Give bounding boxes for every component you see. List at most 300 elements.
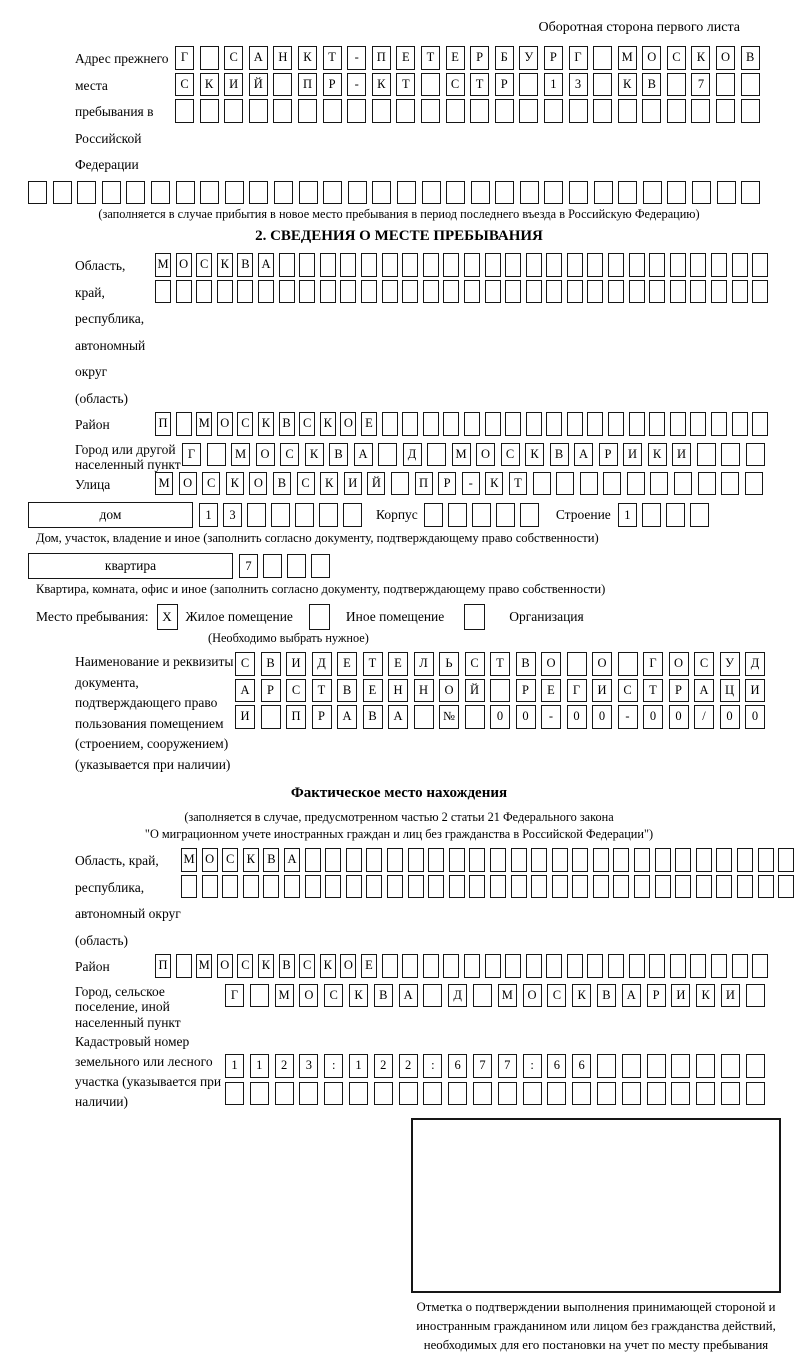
char-cell[interactable]: [696, 875, 712, 899]
char-cell[interactable]: [382, 412, 398, 436]
char-cell[interactable]: В: [273, 472, 291, 496]
char-cell[interactable]: [732, 954, 748, 978]
char-cell[interactable]: [546, 412, 562, 436]
char-cell[interactable]: [176, 181, 195, 205]
char-cell[interactable]: [603, 472, 621, 496]
char-cell[interactable]: [469, 848, 485, 872]
char-cell[interactable]: -: [618, 705, 638, 729]
char-cell[interactable]: К: [320, 472, 338, 496]
char-cell[interactable]: [77, 181, 96, 205]
stay-option-checkbox-residential[interactable]: X: [157, 604, 178, 630]
char-cell[interactable]: [650, 472, 668, 496]
char-cell[interactable]: [247, 503, 266, 527]
char-cell[interactable]: Г: [225, 984, 244, 1008]
char-cell[interactable]: -: [541, 705, 561, 729]
char-cell[interactable]: [741, 73, 760, 97]
char-cell[interactable]: [361, 280, 377, 304]
char-cell[interactable]: Т: [470, 73, 489, 97]
char-cell[interactable]: С: [237, 954, 253, 978]
char-cell[interactable]: [572, 848, 588, 872]
char-cell[interactable]: В: [279, 412, 295, 436]
char-cell[interactable]: С: [618, 679, 638, 703]
char-cell[interactable]: А: [354, 443, 373, 467]
char-cell[interactable]: [464, 280, 480, 304]
char-cell[interactable]: С: [667, 46, 686, 70]
char-cell[interactable]: [690, 253, 706, 277]
char-cell[interactable]: №: [439, 705, 459, 729]
char-cell[interactable]: [531, 848, 547, 872]
char-cell[interactable]: К: [243, 848, 259, 872]
char-cell[interactable]: [567, 412, 583, 436]
char-cell[interactable]: С: [222, 848, 238, 872]
char-cell[interactable]: 0: [490, 705, 510, 729]
char-cell[interactable]: [181, 875, 197, 899]
char-cell[interactable]: [523, 1082, 542, 1106]
char-cell[interactable]: К: [691, 46, 710, 70]
char-cell[interactable]: [469, 875, 485, 899]
char-cell[interactable]: [671, 1082, 690, 1106]
char-cell[interactable]: -: [462, 472, 480, 496]
char-cell[interactable]: [311, 554, 330, 578]
char-cell[interactable]: [716, 73, 735, 97]
char-cell[interactable]: [299, 1082, 318, 1106]
char-cell[interactable]: [511, 875, 527, 899]
char-cell[interactable]: А: [258, 253, 274, 277]
char-cell[interactable]: [284, 875, 300, 899]
char-cell[interactable]: Г: [643, 652, 663, 676]
char-cell[interactable]: [613, 848, 629, 872]
char-cell[interactable]: [752, 954, 768, 978]
char-cell[interactable]: :: [324, 1054, 343, 1078]
char-cell[interactable]: [423, 954, 439, 978]
char-cell[interactable]: [250, 1082, 269, 1106]
char-cell[interactable]: [408, 875, 424, 899]
char-cell[interactable]: [778, 848, 794, 872]
char-cell[interactable]: К: [696, 984, 715, 1008]
char-cell[interactable]: К: [525, 443, 544, 467]
char-cell[interactable]: О: [202, 848, 218, 872]
char-cell[interactable]: [263, 875, 279, 899]
char-cell[interactable]: Е: [337, 652, 357, 676]
char-cell[interactable]: [391, 472, 409, 496]
char-cell[interactable]: [485, 280, 501, 304]
char-cell[interactable]: Г: [175, 46, 194, 70]
char-cell[interactable]: [593, 46, 612, 70]
char-cell[interactable]: [716, 848, 732, 872]
char-cell[interactable]: А: [337, 705, 357, 729]
char-cell[interactable]: [716, 875, 732, 899]
char-cell[interactable]: [533, 472, 551, 496]
char-cell[interactable]: 0: [669, 705, 689, 729]
char-cell[interactable]: 0: [745, 705, 765, 729]
char-cell[interactable]: [716, 99, 735, 123]
char-cell[interactable]: В: [642, 73, 661, 97]
char-cell[interactable]: 6: [448, 1054, 467, 1078]
char-cell[interactable]: В: [329, 443, 348, 467]
char-cell[interactable]: [343, 503, 362, 527]
char-cell[interactable]: Г: [567, 679, 587, 703]
char-cell[interactable]: [544, 99, 563, 123]
char-cell[interactable]: [587, 253, 603, 277]
char-cell[interactable]: [567, 253, 583, 277]
char-cell[interactable]: [295, 503, 314, 527]
char-cell[interactable]: С: [324, 984, 343, 1008]
char-cell[interactable]: О: [249, 472, 267, 496]
char-cell[interactable]: [464, 954, 480, 978]
char-cell[interactable]: [737, 875, 753, 899]
char-cell[interactable]: К: [320, 954, 336, 978]
char-cell[interactable]: [671, 1054, 690, 1078]
char-cell[interactable]: [732, 412, 748, 436]
char-cell[interactable]: [649, 280, 665, 304]
char-cell[interactable]: Т: [323, 46, 342, 70]
char-cell[interactable]: [642, 99, 661, 123]
char-cell[interactable]: [443, 412, 459, 436]
char-cell[interactable]: В: [337, 679, 357, 703]
char-cell[interactable]: [176, 954, 192, 978]
char-cell[interactable]: [347, 99, 366, 123]
char-cell[interactable]: [511, 848, 527, 872]
char-cell[interactable]: [237, 280, 253, 304]
char-cell[interactable]: [279, 280, 295, 304]
char-cell[interactable]: [608, 253, 624, 277]
char-cell[interactable]: [746, 1082, 765, 1106]
char-cell[interactable]: 0: [516, 705, 536, 729]
char-cell[interactable]: [649, 412, 665, 436]
char-cell[interactable]: [629, 412, 645, 436]
char-cell[interactable]: [423, 1082, 442, 1106]
char-cell[interactable]: 0: [567, 705, 587, 729]
char-cell[interactable]: Р: [470, 46, 489, 70]
char-cell[interactable]: [348, 181, 367, 205]
char-cell[interactable]: О: [299, 984, 318, 1008]
char-cell[interactable]: [629, 280, 645, 304]
char-cell[interactable]: К: [226, 472, 244, 496]
char-cell[interactable]: [473, 984, 492, 1008]
char-cell[interactable]: [495, 181, 514, 205]
char-cell[interactable]: [618, 99, 637, 123]
char-cell[interactable]: М: [155, 472, 173, 496]
char-cell[interactable]: [546, 954, 562, 978]
char-cell[interactable]: [414, 705, 434, 729]
char-cell[interactable]: В: [741, 46, 760, 70]
char-cell[interactable]: О: [541, 652, 561, 676]
char-cell[interactable]: [402, 954, 418, 978]
char-cell[interactable]: [200, 181, 219, 205]
char-cell[interactable]: [608, 280, 624, 304]
char-cell[interactable]: А: [388, 705, 408, 729]
char-cell[interactable]: К: [349, 984, 368, 1008]
char-cell[interactable]: М: [498, 984, 517, 1008]
char-cell[interactable]: [102, 181, 121, 205]
char-cell[interactable]: И: [592, 679, 612, 703]
char-cell[interactable]: [496, 503, 515, 527]
char-cell[interactable]: [485, 412, 501, 436]
char-cell[interactable]: [155, 280, 171, 304]
char-cell[interactable]: [745, 472, 763, 496]
char-cell[interactable]: О: [642, 46, 661, 70]
char-cell[interactable]: Т: [421, 46, 440, 70]
char-cell[interactable]: [464, 253, 480, 277]
char-cell[interactable]: [608, 412, 624, 436]
char-cell[interactable]: Й: [249, 73, 268, 97]
char-cell[interactable]: [629, 253, 645, 277]
char-cell[interactable]: [597, 1082, 616, 1106]
char-cell[interactable]: К: [305, 443, 324, 467]
char-cell[interactable]: [711, 280, 727, 304]
char-cell[interactable]: [176, 412, 192, 436]
char-cell[interactable]: 1: [225, 1054, 244, 1078]
char-cell[interactable]: [261, 705, 281, 729]
char-cell[interactable]: [741, 181, 760, 205]
char-cell[interactable]: [569, 181, 588, 205]
char-cell[interactable]: [151, 181, 170, 205]
char-cell[interactable]: [446, 99, 465, 123]
char-cell[interactable]: [305, 875, 321, 899]
char-cell[interactable]: [613, 875, 629, 899]
char-cell[interactable]: [471, 181, 490, 205]
char-cell[interactable]: [505, 954, 521, 978]
char-cell[interactable]: [526, 412, 542, 436]
char-cell[interactable]: [692, 181, 711, 205]
char-cell[interactable]: Р: [647, 984, 666, 1008]
char-cell[interactable]: Е: [363, 679, 383, 703]
char-cell[interactable]: [323, 181, 342, 205]
char-cell[interactable]: П: [415, 472, 433, 496]
char-cell[interactable]: [691, 99, 710, 123]
char-cell[interactable]: [597, 1054, 616, 1078]
char-cell[interactable]: Т: [312, 679, 332, 703]
char-cell[interactable]: [176, 280, 192, 304]
char-cell[interactable]: [249, 99, 268, 123]
char-cell[interactable]: [423, 412, 439, 436]
char-cell[interactable]: [752, 253, 768, 277]
char-cell[interactable]: Н: [388, 679, 408, 703]
char-cell[interactable]: 0: [720, 705, 740, 729]
char-cell[interactable]: [505, 253, 521, 277]
char-cell[interactable]: [443, 253, 459, 277]
char-cell[interactable]: И: [286, 652, 306, 676]
char-cell[interactable]: [490, 679, 510, 703]
char-cell[interactable]: [675, 848, 691, 872]
char-cell[interactable]: 1: [544, 73, 563, 97]
char-cell[interactable]: [746, 443, 765, 467]
char-cell[interactable]: С: [224, 46, 243, 70]
char-cell[interactable]: [546, 253, 562, 277]
char-cell[interactable]: [485, 954, 501, 978]
char-cell[interactable]: [670, 954, 686, 978]
char-cell[interactable]: [696, 848, 712, 872]
char-cell[interactable]: [546, 280, 562, 304]
char-cell[interactable]: -: [347, 46, 366, 70]
char-cell[interactable]: И: [745, 679, 765, 703]
char-cell[interactable]: О: [176, 253, 192, 277]
char-cell[interactable]: [778, 875, 794, 899]
char-cell[interactable]: К: [258, 954, 274, 978]
char-cell[interactable]: /: [694, 705, 714, 729]
char-cell[interactable]: В: [374, 984, 393, 1008]
char-cell[interactable]: [324, 1082, 343, 1106]
char-cell[interactable]: А: [235, 679, 255, 703]
char-cell[interactable]: Й: [465, 679, 485, 703]
char-cell[interactable]: -: [347, 73, 366, 97]
char-cell[interactable]: [299, 280, 315, 304]
char-cell[interactable]: [526, 280, 542, 304]
char-cell[interactable]: В: [263, 848, 279, 872]
char-cell[interactable]: [472, 503, 491, 527]
char-cell[interactable]: [372, 99, 391, 123]
char-cell[interactable]: [287, 554, 306, 578]
char-cell[interactable]: [698, 472, 716, 496]
char-cell[interactable]: [224, 99, 243, 123]
char-cell[interactable]: [732, 280, 748, 304]
char-cell[interactable]: 3: [569, 73, 588, 97]
char-cell[interactable]: [721, 443, 740, 467]
char-cell[interactable]: [649, 954, 665, 978]
char-cell[interactable]: [402, 280, 418, 304]
char-cell[interactable]: [222, 875, 238, 899]
char-cell[interactable]: [200, 46, 219, 70]
char-cell[interactable]: Н: [273, 46, 292, 70]
char-cell[interactable]: И: [235, 705, 255, 729]
char-cell[interactable]: К: [298, 46, 317, 70]
char-cell[interactable]: [421, 99, 440, 123]
char-cell[interactable]: [423, 984, 442, 1008]
char-cell[interactable]: [670, 280, 686, 304]
char-cell[interactable]: С: [280, 443, 299, 467]
char-cell[interactable]: 1: [618, 503, 637, 527]
char-cell[interactable]: [746, 1054, 765, 1078]
char-cell[interactable]: [711, 253, 727, 277]
char-cell[interactable]: С: [299, 954, 315, 978]
char-cell[interactable]: Р: [261, 679, 281, 703]
char-cell[interactable]: О: [716, 46, 735, 70]
char-cell[interactable]: О: [439, 679, 459, 703]
char-cell[interactable]: 1: [250, 1054, 269, 1078]
char-cell[interactable]: 2: [399, 1054, 418, 1078]
char-cell[interactable]: [647, 1082, 666, 1106]
char-cell[interactable]: [126, 181, 145, 205]
char-cell[interactable]: С: [196, 253, 212, 277]
char-cell[interactable]: [697, 443, 716, 467]
char-cell[interactable]: [319, 503, 338, 527]
char-cell[interactable]: И: [623, 443, 642, 467]
char-cell[interactable]: [423, 280, 439, 304]
char-cell[interactable]: [402, 412, 418, 436]
stay-option-checkbox-other-premises[interactable]: [309, 604, 330, 630]
char-cell[interactable]: К: [258, 412, 274, 436]
char-cell[interactable]: [505, 280, 521, 304]
char-cell[interactable]: [520, 503, 539, 527]
char-cell[interactable]: 0: [592, 705, 612, 729]
char-cell[interactable]: Е: [541, 679, 561, 703]
char-cell[interactable]: [552, 875, 568, 899]
char-cell[interactable]: О: [669, 652, 689, 676]
char-cell[interactable]: [299, 181, 318, 205]
char-cell[interactable]: К: [320, 412, 336, 436]
char-cell[interactable]: П: [155, 412, 171, 436]
char-cell[interactable]: [505, 412, 521, 436]
char-cell[interactable]: Й: [367, 472, 385, 496]
char-cell[interactable]: Д: [312, 652, 332, 676]
char-cell[interactable]: [737, 848, 753, 872]
char-cell[interactable]: [587, 412, 603, 436]
char-cell[interactable]: [448, 503, 467, 527]
char-cell[interactable]: [649, 253, 665, 277]
char-cell[interactable]: Е: [446, 46, 465, 70]
char-cell[interactable]: 7: [691, 73, 710, 97]
char-cell[interactable]: П: [298, 73, 317, 97]
char-cell[interactable]: Г: [182, 443, 201, 467]
char-cell[interactable]: [666, 503, 685, 527]
char-cell[interactable]: [572, 875, 588, 899]
char-cell[interactable]: 1: [199, 503, 218, 527]
char-cell[interactable]: В: [279, 954, 295, 978]
char-cell[interactable]: [721, 472, 739, 496]
char-cell[interactable]: 2: [275, 1054, 294, 1078]
char-cell[interactable]: [567, 280, 583, 304]
char-cell[interactable]: [741, 99, 760, 123]
char-cell[interactable]: [402, 253, 418, 277]
char-cell[interactable]: [490, 875, 506, 899]
char-cell[interactable]: [587, 280, 603, 304]
char-cell[interactable]: [490, 848, 506, 872]
char-cell[interactable]: А: [574, 443, 593, 467]
char-cell[interactable]: 3: [299, 1054, 318, 1078]
char-cell[interactable]: [443, 954, 459, 978]
char-cell[interactable]: Р: [544, 46, 563, 70]
char-cell[interactable]: [382, 280, 398, 304]
char-cell[interactable]: Е: [396, 46, 415, 70]
char-cell[interactable]: [340, 253, 356, 277]
char-cell[interactable]: [618, 181, 637, 205]
char-cell[interactable]: [752, 280, 768, 304]
char-cell[interactable]: [378, 443, 397, 467]
char-cell[interactable]: Д: [745, 652, 765, 676]
char-cell[interactable]: [569, 99, 588, 123]
char-cell[interactable]: [580, 472, 598, 496]
char-cell[interactable]: О: [217, 412, 233, 436]
char-cell[interactable]: М: [196, 954, 212, 978]
char-cell[interactable]: [397, 181, 416, 205]
char-cell[interactable]: [207, 443, 226, 467]
char-cell[interactable]: Д: [403, 443, 422, 467]
char-cell[interactable]: [408, 848, 424, 872]
char-cell[interactable]: [243, 875, 259, 899]
char-cell[interactable]: [690, 412, 706, 436]
char-cell[interactable]: [593, 99, 612, 123]
char-cell[interactable]: О: [179, 472, 197, 496]
char-cell[interactable]: [298, 99, 317, 123]
char-cell[interactable]: Р: [495, 73, 514, 97]
char-cell[interactable]: [667, 73, 686, 97]
char-cell[interactable]: [473, 1082, 492, 1106]
char-cell[interactable]: Н: [414, 679, 434, 703]
char-cell[interactable]: [485, 253, 501, 277]
char-cell[interactable]: [346, 875, 362, 899]
char-cell[interactable]: [274, 181, 293, 205]
char-cell[interactable]: [634, 848, 650, 872]
char-cell[interactable]: [320, 280, 336, 304]
char-cell[interactable]: С: [175, 73, 194, 97]
char-cell[interactable]: [196, 280, 212, 304]
char-cell[interactable]: А: [399, 984, 418, 1008]
char-cell[interactable]: [531, 875, 547, 899]
char-cell[interactable]: [721, 1054, 740, 1078]
char-cell[interactable]: А: [622, 984, 641, 1008]
char-cell[interactable]: [449, 875, 465, 899]
char-cell[interactable]: М: [275, 984, 294, 1008]
